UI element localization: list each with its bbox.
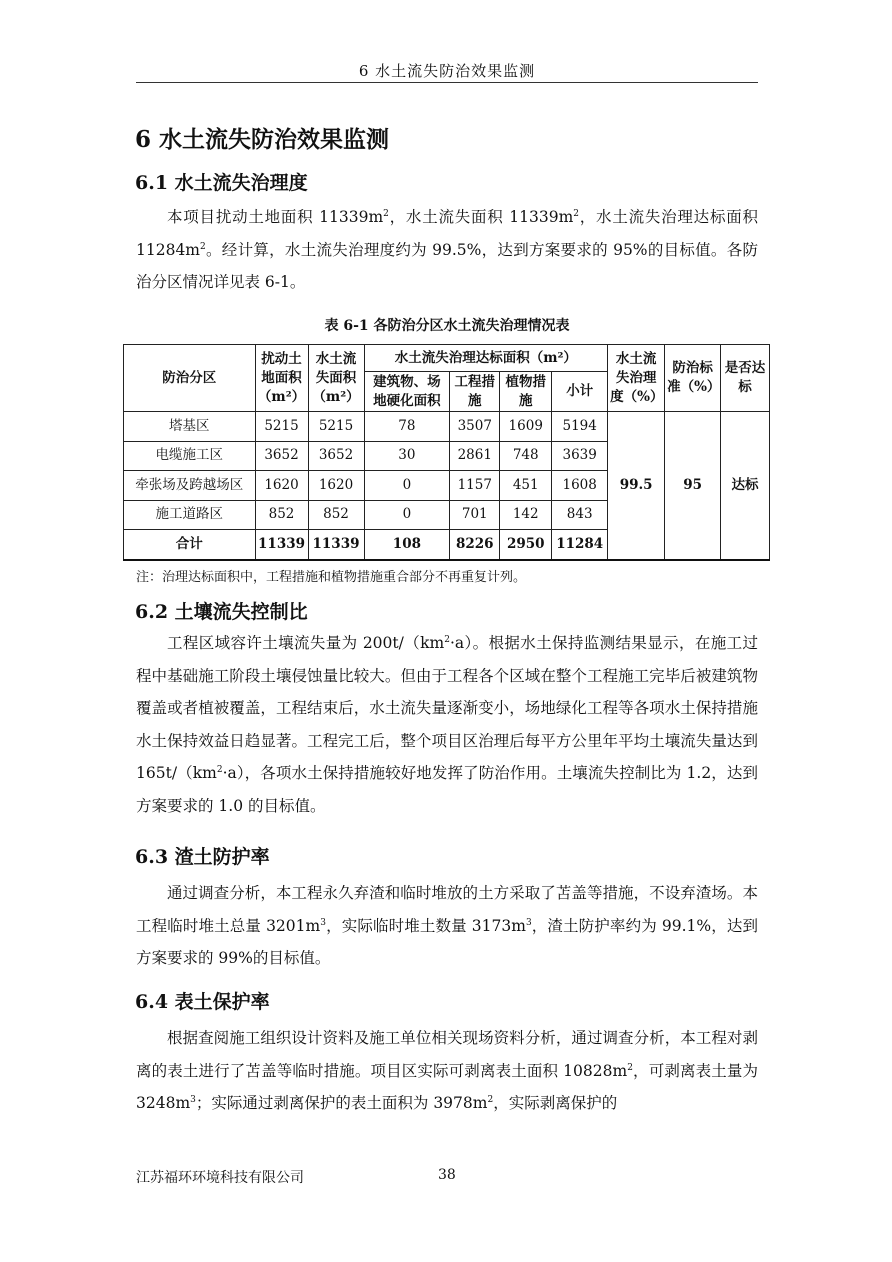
cell-plant: 1609 xyxy=(500,412,552,442)
header-rule xyxy=(136,82,758,83)
cell-disturbed: 5215 xyxy=(255,412,308,442)
cell-engineering: 1157 xyxy=(450,471,500,501)
cell-erosion: 3652 xyxy=(308,441,364,471)
cell-zone: 电缆施工区 xyxy=(124,441,256,471)
page-number: 38 xyxy=(438,1167,456,1183)
header-treated-area-group: 水土流失治理达标面积（m²） xyxy=(364,345,608,372)
header-control-standard: 防治标准（%） xyxy=(665,345,721,412)
cell-engineering: 8226 xyxy=(450,530,500,561)
zone-treatment-table xyxy=(123,344,770,561)
section-6-3-paragraph: 通过调查分析，本工程永久弃渣和临时堆放的土方采取了苫盖等措施，不设弃渣场。本工程临时堆土总量 $3201m^3$，实际临时堆土数量 $3173m^3$，渣土防护率约为 99.1%，达到方案要求的 99%的目标值。 xyxy=(136,884,758,967)
cell-zone: 合计 xyxy=(124,530,256,561)
section-6-2-paragraph: 工程区域容许土壤流失量为 $200t/(km^2\cdot a)$。根据水土保持监测结果显示，在施工过程中基础施工阶段土壤侵蚀量比较大。但由于工程各个区域在整个工程施工完毕后被建筑物覆盖或者植被覆盖，工程结束后，水土流失量逐渐变小，场地绿化工程等各项水土保持措施水土保持效益日趋显著。工程完工后，整个项目区治理后每平方公里年平均土壤流失量达到 $165t/(km^2\cdot a)$，各项水土保持措施较好地发挥了防治作用。土壤流失控制比为 1.2，达到方案要求的 1.0 的目标值。 xyxy=(136,634,758,815)
cell-engineering: 701 xyxy=(450,500,500,530)
header-engineering-measures: 工程措施 xyxy=(450,372,500,412)
section-6-4-paragraph: 根据查阅施工组织设计资料及施工单位相关现场资料分析，通过调查分析，本工程对剥离的表土进行了苫盖等临时措施。项目区实际可剥离表土面积 $10828m^2$，可剥离表土量为 $3248m^3$；实际通过剥离保护的表土面积为 $3978m^2$，实际剥离保护的 xyxy=(136,1029,758,1112)
cell-plant: 748 xyxy=(500,441,552,471)
cell-plant: 451 xyxy=(500,471,552,501)
section-6-1-paragraph: 本项目扰动土地面积 $11339m^2$，水土流失面积 $11339m^2$，水土流失治理达标面积 $11284m^2$。经计算，水土流失治理度约为 99.5%，达到方案要求的 95%的目标值。各防治分区情况详见表 6-1。 xyxy=(136,208,759,291)
cell-building: 0 xyxy=(364,471,450,501)
cell-subtotal: 11284 xyxy=(552,530,608,561)
header-met-standard: 是否达标 xyxy=(721,345,770,412)
cell-zone: 塔基区 xyxy=(124,412,256,442)
cell-zone: 施工道路区 xyxy=(124,500,256,530)
running-header: 6 水土流失防治效果监测 xyxy=(358,62,536,80)
chapter-title: 6 水土流失防治效果监测 xyxy=(135,126,390,153)
header-disturbed-area: 扰动土地面积（m²） xyxy=(255,345,308,412)
cell-engineering: 2861 xyxy=(450,441,500,471)
cell-zone: 牵张场及跨越场区 xyxy=(124,471,256,501)
header-erosion-area: 水土流失面积（m²） xyxy=(308,345,364,412)
table-note: 注：治理达标面积中，工程措施和植物措施重合部分不再重复计列。 xyxy=(136,570,527,585)
header-building-hardened: 建筑物、场地硬化面积 xyxy=(364,372,450,412)
cell-building: 30 xyxy=(364,441,450,471)
cell-control-standard: 95 xyxy=(665,412,721,561)
section-heading-6-4: 6.4 表土保护率 xyxy=(135,991,270,1013)
cell-disturbed: 11339 xyxy=(255,530,308,561)
section-heading-6-1: 6.1 水土流失治理度 xyxy=(135,172,308,194)
cell-subtotal: 3639 xyxy=(552,441,608,471)
header-zone: 防治分区 xyxy=(124,345,256,412)
cell-subtotal: 5194 xyxy=(552,412,608,442)
section-heading-6-3: 6.3 渣土防护率 xyxy=(135,846,270,868)
cell-building: 0 xyxy=(364,500,450,530)
cell-erosion: 11339 xyxy=(308,530,364,561)
section-heading-6-2: 6.2 土壤流失控制比 xyxy=(135,601,308,623)
table-row xyxy=(124,412,770,442)
cell-engineering: 3507 xyxy=(450,412,500,442)
cell-building: 78 xyxy=(364,412,450,442)
cell-plant: 2950 xyxy=(500,530,552,561)
footer-company: 江苏福环环境科技有限公司 xyxy=(136,1170,304,1186)
header-treatment-degree: 水土流失治理度（%） xyxy=(608,345,665,412)
cell-erosion: 1620 xyxy=(308,471,364,501)
header-subtotal: 小计 xyxy=(552,372,608,412)
cell-erosion: 5215 xyxy=(308,412,364,442)
cell-met-standard: 达标 xyxy=(721,412,770,561)
cell-erosion: 852 xyxy=(308,500,364,530)
cell-plant: 142 xyxy=(500,500,552,530)
cell-disturbed: 852 xyxy=(255,500,308,530)
cell-building: 108 xyxy=(364,530,450,561)
cell-treatment-degree: 99.5 xyxy=(608,412,665,561)
cell-disturbed: 3652 xyxy=(255,441,308,471)
header-plant-measures: 植物措施 xyxy=(500,372,552,412)
cell-disturbed: 1620 xyxy=(255,471,308,501)
table-caption: 表 6-1 各防治分区水土流失治理情况表 xyxy=(324,318,570,334)
cell-subtotal: 1608 xyxy=(552,471,608,501)
cell-subtotal: 843 xyxy=(552,500,608,530)
